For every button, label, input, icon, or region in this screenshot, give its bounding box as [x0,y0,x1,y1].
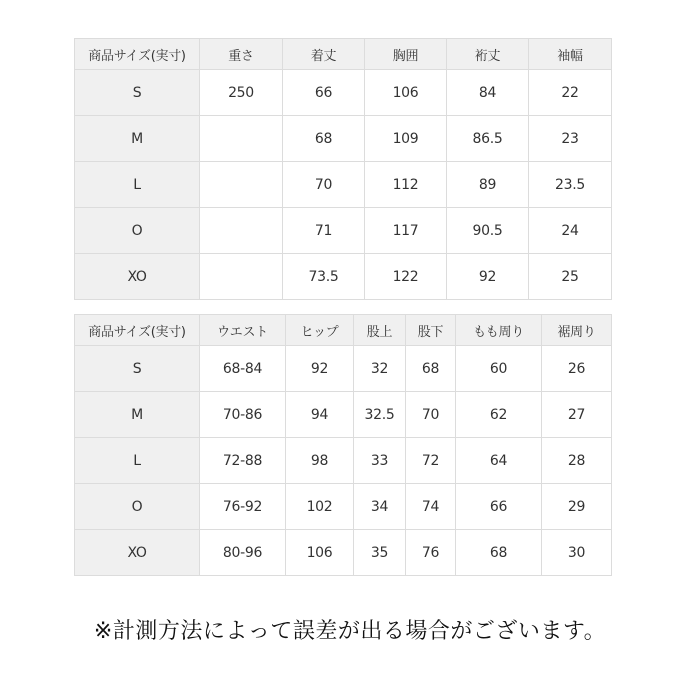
table-cell: 68-84 [200,346,286,392]
table-cell: 89 [447,162,529,208]
bottom-header-row [75,315,612,346]
table-cell: 84 [447,70,529,116]
header-weight: 重さ [200,39,283,70]
table-cell: 109 [365,116,447,162]
header-sleeve-length: 裄丈 [447,39,529,70]
table-cell: 60 [456,346,542,392]
table-row [75,116,612,162]
header-rise: 股上 [354,315,406,346]
size-label: S [75,346,200,392]
table-cell: 70 [283,162,365,208]
header-hip: ヒップ [286,315,354,346]
table-cell: 92 [286,346,354,392]
table-row [75,162,612,208]
table-cell: 33 [354,438,406,484]
table-cell: 112 [365,162,447,208]
table-cell: 66 [456,484,542,530]
table-cell: 94 [286,392,354,438]
table-cell: 29 [542,484,612,530]
table-cell: 92 [447,254,529,300]
table-cell: 72 [406,438,456,484]
table-cell: 64 [456,438,542,484]
header-chest: 胸囲 [365,39,447,70]
table-cell [200,254,283,300]
header-size: 商品サイズ(実寸) [75,39,200,70]
table-cell: 74 [406,484,456,530]
table-cell: 27 [542,392,612,438]
table-cell: 70-86 [200,392,286,438]
top-header-row [75,39,612,70]
table-cell: 72-88 [200,438,286,484]
header-inseam: 股下 [406,315,456,346]
size-label: L [75,162,200,208]
table-cell: 80-96 [200,530,286,576]
table-cell: 25 [529,254,612,300]
table-cell: 106 [365,70,447,116]
table-cell: 250 [200,70,283,116]
top-size-table [74,38,612,300]
table-cell: 86.5 [447,116,529,162]
table-row [75,346,612,392]
header-size: 商品サイズ(実寸) [75,315,200,346]
header-hem: 裾周り [542,315,612,346]
table-row [75,484,612,530]
table-cell: 26 [542,346,612,392]
table-cell: 23 [529,116,612,162]
size-label: O [75,208,200,254]
table-cell: 35 [354,530,406,576]
table-row [75,392,612,438]
header-length: 着丈 [283,39,365,70]
table-cell: 76-92 [200,484,286,530]
table-cell: 68 [456,530,542,576]
size-label: XO [75,254,200,300]
table-cell: 68 [406,346,456,392]
table-cell: 71 [283,208,365,254]
size-label: O [75,484,200,530]
table-row [75,70,612,116]
table-cell: 32 [354,346,406,392]
table-cell: 70 [406,392,456,438]
measurement-note: ※計測方法によって誤差が出る場合がございます。 [93,619,607,644]
size-label: M [75,116,200,162]
table-cell: 24 [529,208,612,254]
table-row [75,530,612,576]
size-label: M [75,392,200,438]
header-thigh: もも周り [456,315,542,346]
table-cell [200,208,283,254]
table-cell: 22 [529,70,612,116]
size-label: L [75,438,200,484]
table-row [75,208,612,254]
table-cell: 90.5 [447,208,529,254]
table-cell: 30 [542,530,612,576]
table-cell: 68 [283,116,365,162]
bottom-size-table [74,314,612,576]
table-row [75,438,612,484]
table-cell: 23.5 [529,162,612,208]
table-row [75,254,612,300]
table-cell: 28 [542,438,612,484]
header-sleeve-width: 袖幅 [529,39,612,70]
table-cell: 62 [456,392,542,438]
table-cell: 106 [286,530,354,576]
table-cell: 66 [283,70,365,116]
size-label: XO [75,530,200,576]
table-cell: 98 [286,438,354,484]
table-cell: 34 [354,484,406,530]
table-cell: 117 [365,208,447,254]
table-cell: 122 [365,254,447,300]
table-cell: 102 [286,484,354,530]
table-cell: 32.5 [354,392,406,438]
size-label: S [75,70,200,116]
header-waist: ウエスト [200,315,286,346]
table-cell: 76 [406,530,456,576]
table-cell [200,116,283,162]
table-cell: 73.5 [283,254,365,300]
table-cell [200,162,283,208]
